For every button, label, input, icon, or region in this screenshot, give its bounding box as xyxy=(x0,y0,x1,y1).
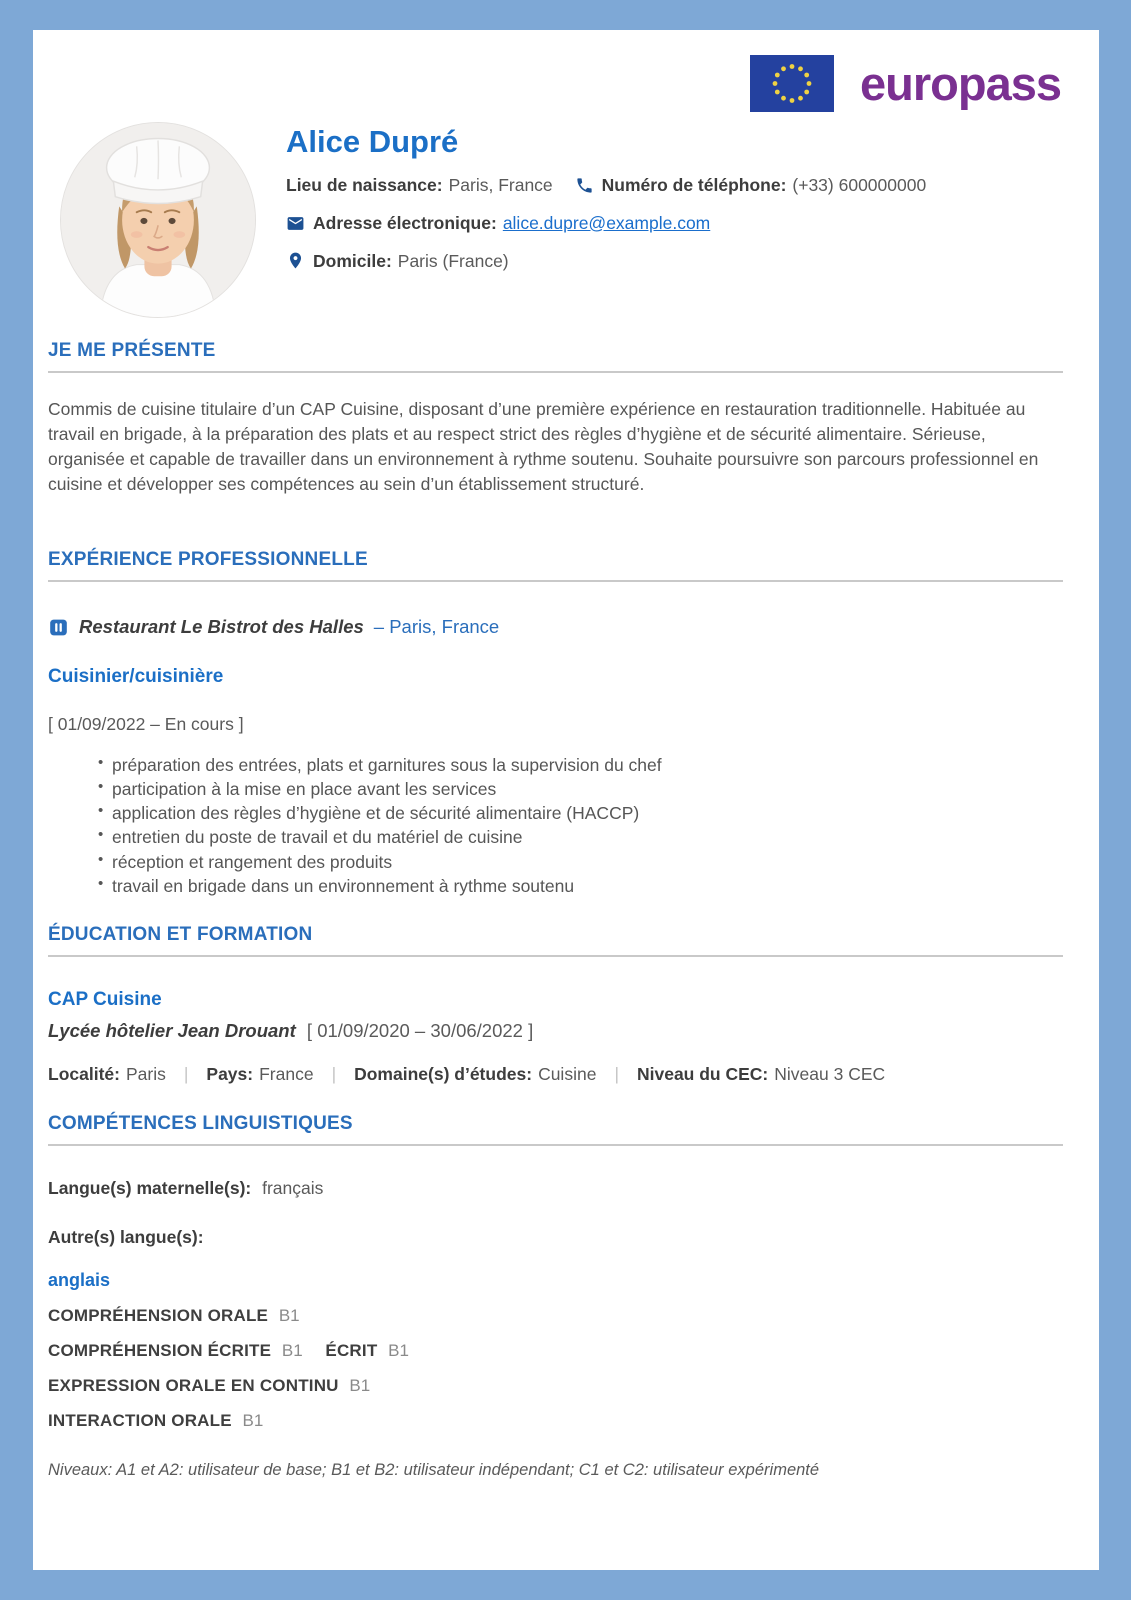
employer-icon xyxy=(48,617,69,638)
section-about xyxy=(48,340,1063,497)
skill-pair xyxy=(48,1341,307,1360)
other-language-name: anglais xyxy=(48,1269,111,1290)
skill-label: COMPRÉHENSION ÉCRITE xyxy=(48,1340,272,1360)
school-name: Lycée hôtelier Jean Drouant xyxy=(48,1019,296,1041)
section-experience xyxy=(48,549,1063,898)
birthplace-value: Paris, France xyxy=(448,175,553,195)
identity-text xyxy=(286,122,926,318)
duty-item: • participation à la mise en place avant les services xyxy=(98,777,1063,801)
skill-pair xyxy=(325,1341,409,1360)
other-languages-label: Autre(s) langue(s): xyxy=(48,1226,204,1247)
contact-line-birth-phone xyxy=(286,174,926,197)
about-heading: JE ME PRÉSENTE xyxy=(48,340,1063,373)
duty-item: • préparation des entrées, plats et garnitures sous la supervision du chef xyxy=(98,753,1063,777)
contact-line-email xyxy=(286,212,926,235)
fact-label: Pays: xyxy=(206,1063,254,1084)
section-languages xyxy=(48,1113,1063,1480)
employer-row xyxy=(48,616,1063,638)
skill-level: B1 xyxy=(349,1375,371,1395)
email-link[interactable]: alice.dupre@example.com xyxy=(502,212,711,233)
fact-value: Cuisine xyxy=(538,1063,597,1084)
section-education xyxy=(48,924,1063,1085)
language-skill-row xyxy=(48,1306,1063,1326)
cv-sheet xyxy=(33,30,1099,1570)
experience-heading: EXPÉRIENCE PROFESSIONNELLE xyxy=(48,549,1063,582)
identity-header xyxy=(60,122,1063,318)
fact-separator: | xyxy=(331,1063,337,1084)
languages-heading: COMPÉTENCES LINGUISTIQUES xyxy=(48,1113,1063,1146)
cefr-levels-note: Niveaux: A1 et A2: utilisateur de base; B1 et B2: utilisateur indépendant; C1 et C2: utilisateur expérimenté xyxy=(48,1460,820,1479)
europass-logo xyxy=(48,55,1061,112)
birthplace-label: Lieu de naissance: xyxy=(286,175,443,195)
skill-label: ÉCRIT xyxy=(325,1340,378,1360)
skill-pair xyxy=(48,1376,370,1395)
school-period: [ 01/09/2020 – 30/06/2022 ] xyxy=(306,1019,534,1041)
portrait-illustration xyxy=(61,123,255,317)
skill-pair xyxy=(48,1411,263,1430)
language-skill-row xyxy=(48,1341,1063,1361)
mother-tongue-label: Langue(s) maternelle(s): xyxy=(48,1177,252,1198)
employer-name: Restaurant Le Bistrot des Halles xyxy=(79,616,364,638)
fact-value: Niveau 3 CEC xyxy=(774,1063,886,1084)
skill-level: B1 xyxy=(242,1410,264,1430)
mail-icon xyxy=(286,214,305,233)
job-title: Cuisinier/cuisinière xyxy=(48,666,224,688)
language-skill-row xyxy=(48,1376,1063,1396)
duty-list xyxy=(48,753,1063,898)
mother-tongue-line xyxy=(48,1178,1063,1199)
email-label: Adresse électronique: xyxy=(313,212,497,233)
duty-item: • application des règles d’hygiène et de sécurité alimentaire (HACCP) xyxy=(98,801,1063,825)
fact-value: France xyxy=(259,1063,314,1084)
skill-label: INTERACTION ORALE xyxy=(48,1410,232,1430)
education-facts xyxy=(48,1064,1063,1085)
fact-label: Domaine(s) d’études: xyxy=(354,1063,533,1084)
job-period: [ 01/09/2022 – En cours ] xyxy=(48,714,244,735)
mother-tongue-value: français xyxy=(262,1177,324,1198)
eu-flag-icon xyxy=(750,55,834,112)
skill-level: B1 xyxy=(281,1340,303,1360)
contact-line-address xyxy=(286,250,926,273)
phone-label: Numéro de téléphone: xyxy=(601,175,787,195)
profile-photo xyxy=(60,122,256,318)
address-label: Domicile: xyxy=(313,250,392,271)
duty-item: • réception et rangement des produits xyxy=(98,850,1063,874)
phone-value: (+33) 600000000 xyxy=(792,175,927,195)
skill-level: B1 xyxy=(278,1305,300,1325)
skill-label: COMPRÉHENSION ORALE xyxy=(48,1305,269,1325)
skill-level: B1 xyxy=(388,1340,409,1360)
location-icon xyxy=(286,251,305,270)
education-heading: ÉDUCATION ET FORMATION xyxy=(48,924,1063,957)
fact-label: Niveau du CEC: xyxy=(636,1063,769,1084)
about-text: Commis de cuisine titulaire d’un CAP Cuisine, disposant d’une première expérience en restauration traditionnelle. Habituée au travail en brigade, à la préparation des plats et au respect strict des règles d’hygiène et de sécurité alimentaire. Sérieuse, organisée et capable de travailler dans un environnement à rythme soutenu. Souhaite poursuivre son parcours professionnel en cuisine et développer ses compétences au sein d’un établissement structuré. xyxy=(48,399,1039,495)
europass-wordmark: europass xyxy=(860,57,1061,110)
skill-label: EXPRESSION ORALE EN CONTINU xyxy=(48,1375,339,1395)
duty-item: • travail en brigade dans un environnement à rythme soutenu xyxy=(98,874,1063,898)
person-name: Alice Dupré xyxy=(286,124,459,159)
fact-value: Paris xyxy=(125,1063,166,1084)
degree-title: CAP Cuisine xyxy=(48,988,162,1010)
fact-separator: | xyxy=(614,1063,619,1084)
fact-separator: | xyxy=(183,1063,189,1084)
address-value: Paris (France) xyxy=(397,250,509,271)
skill-pair xyxy=(48,1306,300,1325)
phone-icon xyxy=(575,176,594,195)
employer-location: – Paris, France xyxy=(373,616,500,638)
fact-label: Localité: xyxy=(48,1063,120,1084)
duty-item: • entretien du poste de travail et du matériel de cuisine xyxy=(98,825,1063,849)
language-skill-row xyxy=(48,1411,1063,1431)
school-row xyxy=(48,1020,1063,1042)
